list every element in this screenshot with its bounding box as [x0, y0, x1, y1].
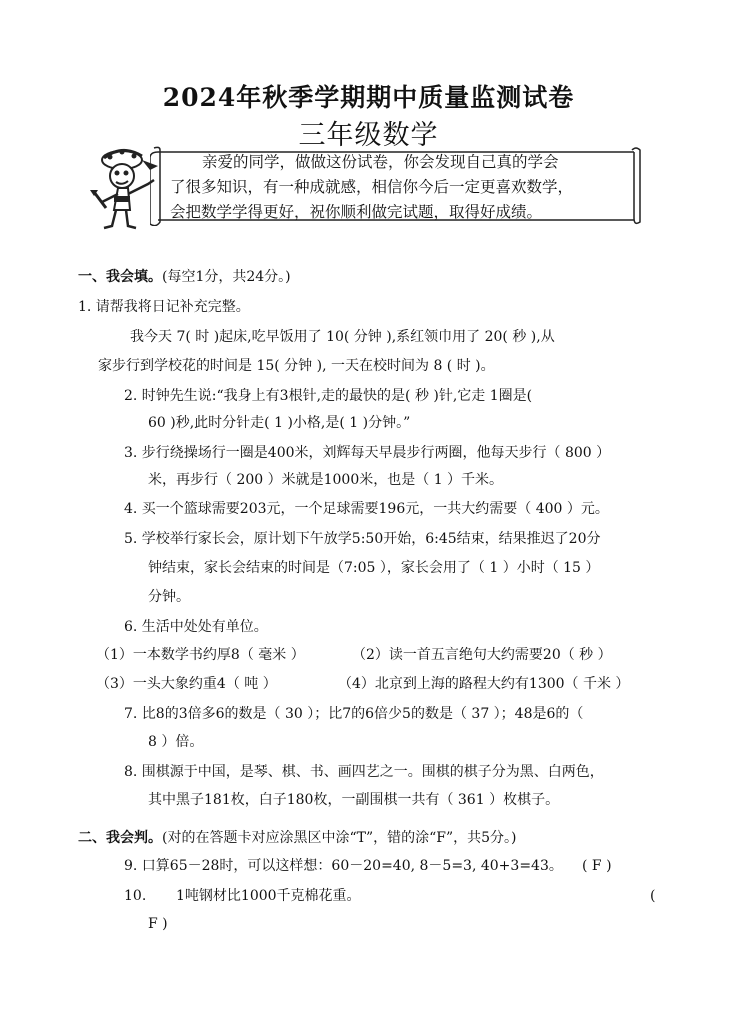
q8-line-2: 其中黑子181枚，白子180枚，一副围棋一共有（ 361 ）枚棋子。: [148, 792, 560, 808]
section-1-note: (每空1分，共24分。): [162, 269, 291, 285]
q3-line-1: 3. 步行绕操场行一圈是400米，刘辉每天早晨步行两圈，他每天步行（ 800 ）: [124, 445, 611, 461]
section-1-title: 一、我会填。: [78, 269, 162, 285]
q5-line-3: 分钟。: [148, 589, 190, 605]
q7-line-2: 8 ）倍。: [148, 734, 204, 750]
q10-answer: F ): [148, 916, 168, 932]
q4-line-1: 4. 买一个篮球需要203元，一个足球需要196元，一共大约需要（ 400 ）元。: [124, 501, 609, 517]
q1-line-1: 我今天 7( 时 )起床,吃早饭用了 10( 分钟 ),系红领巾用了 20( 秒 ),从: [130, 329, 555, 345]
page-title: 2024年秋季学期期中质量监测试卷: [162, 83, 575, 112]
q10-text: 1吨钢材比1000千克棉花重。: [176, 888, 361, 904]
q2-line-2: 60 )秒,此时分针走( 1 )小格,是( 1 )分钟。”: [148, 415, 411, 431]
intro-text: [170, 150, 630, 225]
q8-line-1: 8. 围棋源于中国，是琴、棋、书、画四艺之一。围棋的棋子分为黑、白两色，: [124, 764, 604, 780]
q9-text: 9. 口算65－28时，可以这样想：60－20=40, 8－5=3, 40+3=43。: [124, 858, 563, 874]
q6-item-1: （1）一本数学书约厚8（ 毫米 ）: [96, 647, 305, 663]
q3-line-2: 米，再步行（ 200 ）米就是1000米，也是（ 1 ）千米。: [148, 472, 504, 488]
section-2-title: 二、我会判。: [78, 830, 162, 846]
section-1-heading: [78, 266, 291, 286]
q6-item-3: （3）一头大象约重4（ 吨 ）: [96, 676, 277, 692]
intro-scroll: [150, 146, 642, 226]
q9-answer: ( F ): [582, 858, 612, 874]
q6-item-4: （4）北京到上海的路程大约有1300（ 千米 ）: [338, 676, 630, 692]
intro-line-3: 会把数学学得更好，祝你顺利做完试题，取得好成绩。: [170, 203, 543, 221]
q5-line-1: 5. 学校举行家长会，原计划下午放学5:50开始，6:45结束，结果推迟了20分: [124, 531, 601, 547]
q7-line-1: 7. 比8的3倍多6的数是（ 30 ）；比7的6倍少5的数是（ 37 ）；48是6的（: [124, 706, 584, 722]
q1-line-2: 家步行到学校花的时间是 15( 分钟 ), 一天在校时间为 8 ( 时 )。: [98, 358, 495, 374]
q10-paren: (: [650, 888, 656, 904]
section-2-note: (对的在答题卡对应涂黑区中涂“T”，错的涂“F”，共5分。): [162, 830, 517, 846]
q10-number: 10.: [124, 888, 147, 904]
page-subtitle: 三年级数学: [298, 120, 439, 151]
q6-item-2: （2）读一首五言绝句大约需要20（ 秒 ）: [352, 647, 612, 663]
q2-line-1: 2. 时钟先生说:“我身上有3根针,走的最快的是( 秒 )针,它走 1圈是(: [124, 388, 533, 404]
section-2-heading: [78, 827, 517, 847]
intro-line-2: 了很多知识，有一种成就感，相信你今后一定更喜欢数学，: [170, 178, 574, 196]
q5-line-2: 钟结束，家长会结束的时间是（7:05 ），家长会用了（ 1 ）小时（ 15 ）: [148, 560, 600, 576]
intro-line-1: 亲爱的同学，做做这份试卷，你会发现自己真的学会: [202, 153, 559, 171]
q1-title: 1. 请帮我将日记补充完整。: [78, 299, 250, 315]
q6-title: 6. 生活中处处有单位。: [124, 619, 268, 635]
